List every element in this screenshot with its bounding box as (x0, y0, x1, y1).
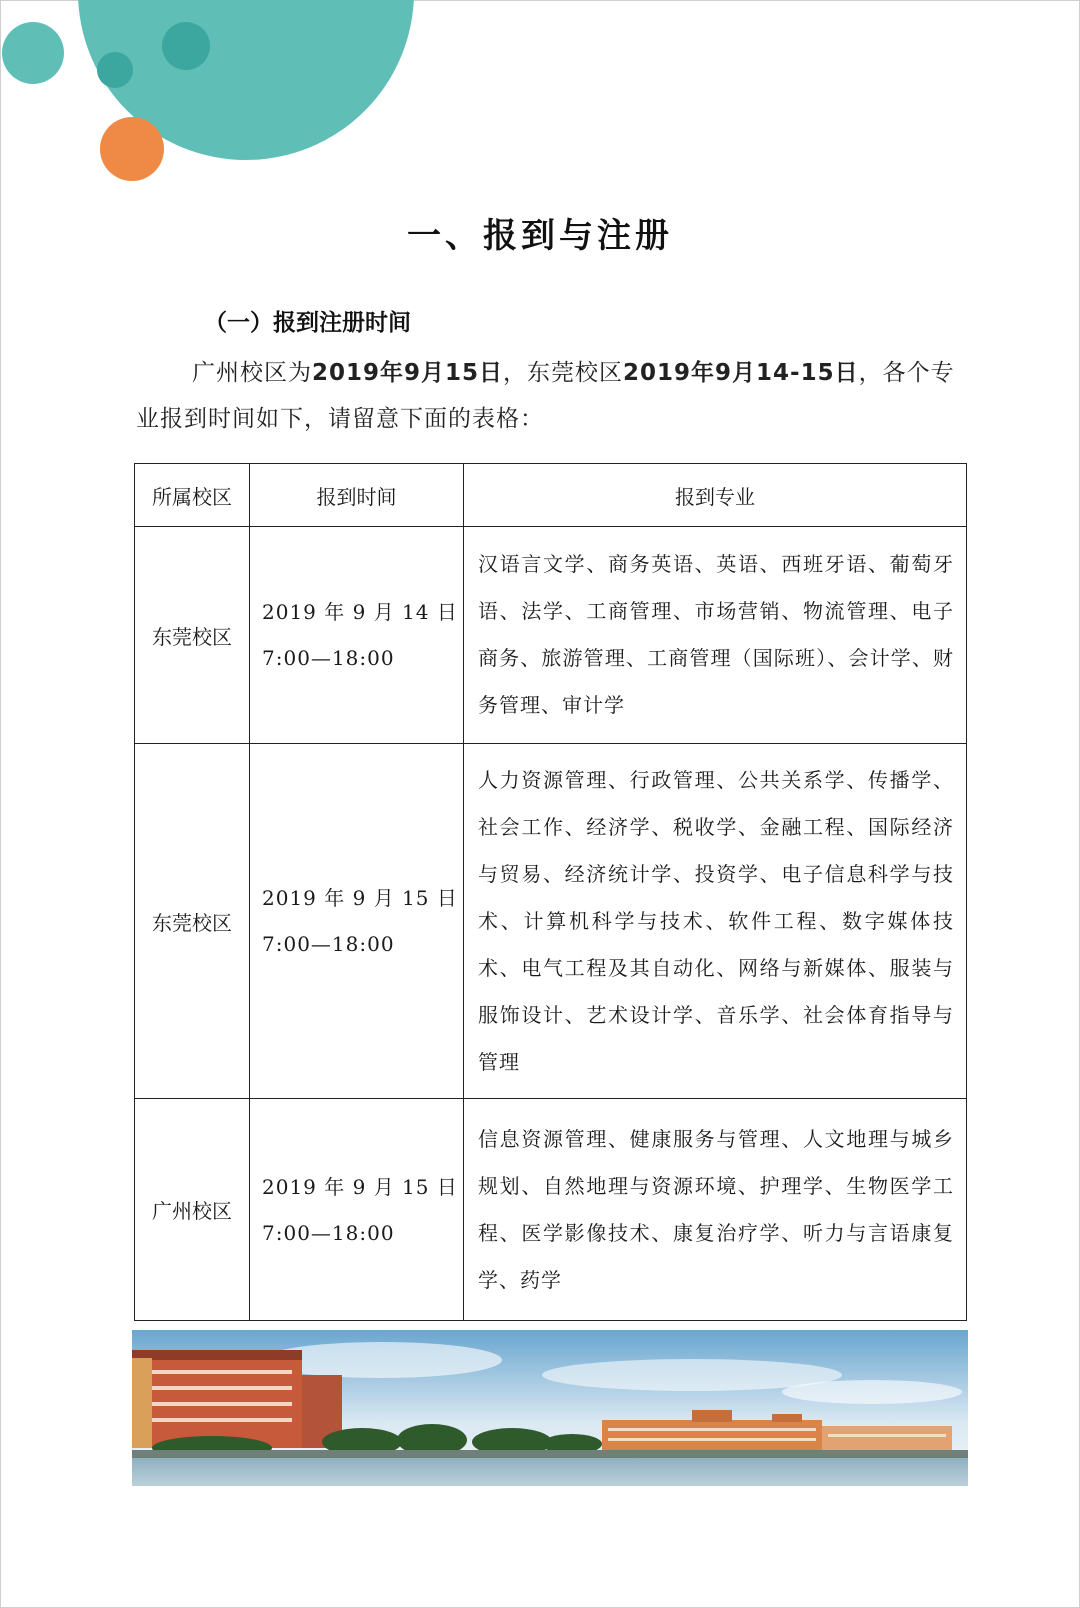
majors-cell: 信息资源管理、健康服务与管理、人文地理与城乡规划、自然地理与资源环境、护理学、生物医学工程、医学影像技术、康复治疗学、听力与言语康复学、药学 (464, 1099, 967, 1321)
hours-text: 7:00—18:00 (262, 1220, 395, 1245)
section-heading: （一）报到注册时间 (204, 310, 411, 336)
date-text: 2019 年 9 月 14 日 (262, 600, 458, 624)
intro-text: ，各个专业报到时间如下，请留意下面的表格： (136, 360, 955, 432)
intro-text: ，东莞校区 (503, 360, 624, 386)
decorative-teal-circle-small (97, 52, 133, 88)
time-cell (250, 527, 464, 744)
table-row (135, 527, 967, 744)
table-row (135, 744, 967, 1099)
registration-schedule-table (134, 463, 967, 1321)
campus-cell: 东莞校区 (135, 744, 250, 1099)
majors-cell: 人力资源管理、行政管理、公共关系学、传播学、社会工作、经济学、税收学、金融工程、国际经济与贸易、经济统计学、投资学、电子信息科学与技术、计算机科学与技术、软件工程、数字媒体技术、电气工程及其自动化、网络与新媒体、服装与服饰设计、艺术设计学、音乐学、社会体育指导与管理 (464, 744, 967, 1099)
header-campus: 所属校区 (135, 464, 250, 527)
intro-date-guangzhou: 2019年9月15日 (312, 360, 504, 386)
table-row (135, 1099, 967, 1321)
time-cell (250, 1099, 464, 1321)
intro-text: 广州校区为 (192, 360, 312, 386)
header-time: 报到时间 (250, 464, 464, 527)
page-title: 一、报到与注册 (407, 216, 673, 256)
decorative-teal-circle-left (2, 22, 64, 84)
hours-text: 7:00—18:00 (262, 646, 395, 670)
campus-cell: 广州校区 (135, 1099, 250, 1321)
date-text: 2019 年 9 月 15 日 (262, 1174, 458, 1199)
table-header-row (135, 464, 967, 527)
decorative-teal-circle-small (162, 22, 210, 70)
majors-cell: 汉语言文学、商务英语、英语、西班牙语、葡萄牙语、法学、工商管理、市场营销、物流管理、电子商务、旅游管理、工商管理（国际班）、会计学、财务管理、审计学 (464, 527, 967, 744)
campus-panorama-photo (132, 1330, 968, 1486)
time-cell (250, 744, 464, 1099)
intro-date-dongguan: 2019年9月14-15日 (623, 360, 859, 386)
decorative-orange-circle (100, 117, 164, 181)
intro-paragraph (136, 350, 966, 442)
header-majors: 报到专业 (464, 464, 967, 527)
hours-text: 7:00—18:00 (262, 932, 395, 956)
campus-cell: 东莞校区 (135, 527, 250, 744)
date-text: 2019 年 9 月 15 日 (262, 886, 458, 910)
